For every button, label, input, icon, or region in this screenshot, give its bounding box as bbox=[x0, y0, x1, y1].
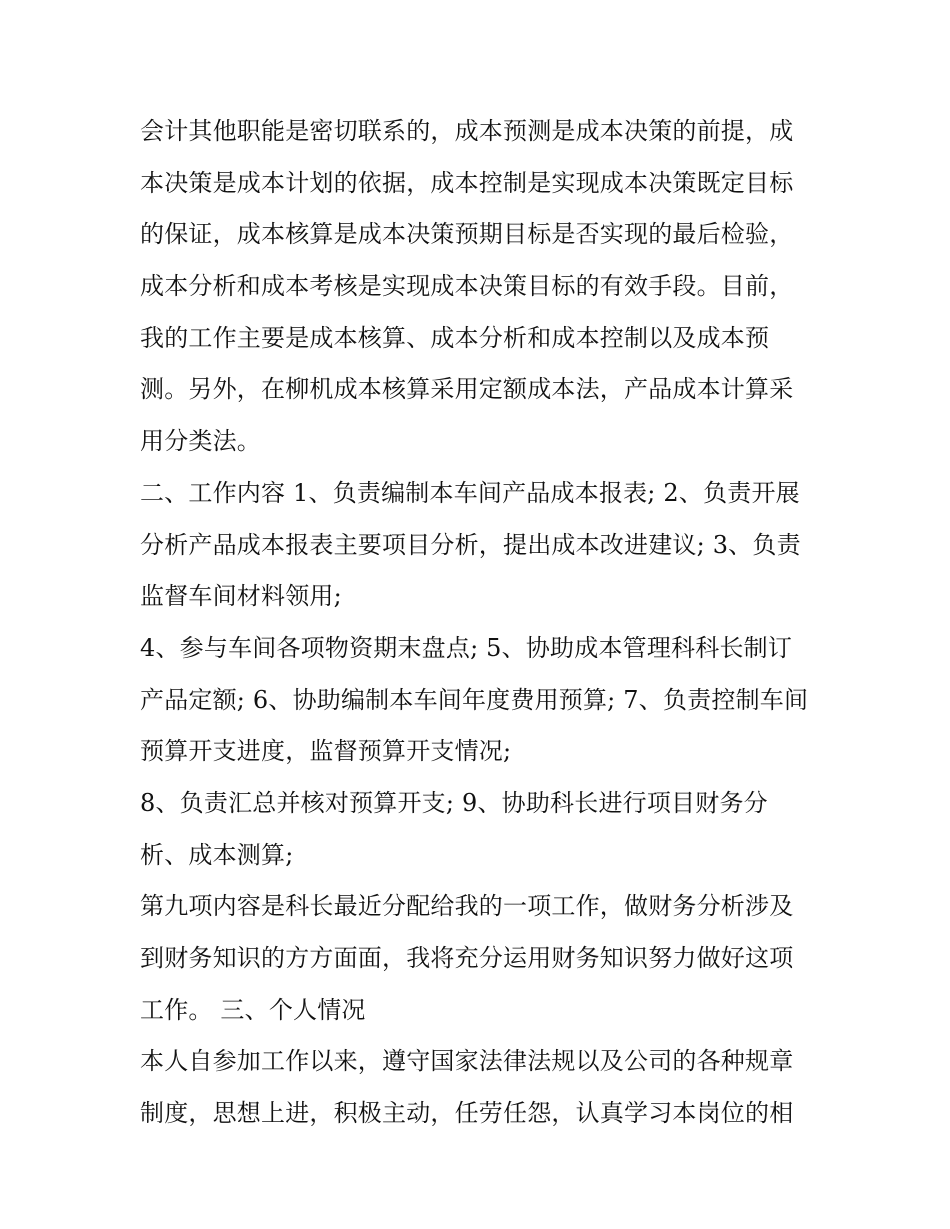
text-line: 本人自参加工作以来，遵守国家法律法规以及公司的各种规章 bbox=[140, 1047, 794, 1076]
text-line: 产品定额; 6、协助编制本车间年度费用预算; 7、负责控制车间 bbox=[140, 685, 809, 714]
text-line: 4、参与车间各项物资期末盘点; 5、协助成本管理科科长制订 bbox=[140, 633, 793, 662]
text-line: 预算开支进度，监督预算开支情况; bbox=[140, 737, 512, 766]
section-heading-line: 工作。 三、个人情况 bbox=[140, 995, 366, 1024]
text-line: 第九项内容是科长最近分配给我的一项工作，做财务分析涉及 bbox=[140, 892, 794, 921]
text-line: 测。另外，在柳机成本核算采用定额成本法，产品成本计算采 bbox=[140, 375, 794, 404]
text-line: 的保证，成本核算是成本决策预期目标是否实现的最后检验， bbox=[140, 220, 794, 249]
text-line: 我的工作主要是成本核算、成本分析和成本控制以及成本预 bbox=[140, 323, 770, 352]
text-line: 本决策是成本计划的依据，成本控制是实现成本决策既定目标 bbox=[140, 168, 794, 197]
text-line: 到财务知识的方方面面，我将充分运用财务知识努力做好这项 bbox=[140, 944, 794, 972]
section-heading-line: 二、工作内容 1、负责编制本车间产品成本报表; 2、负责开展 bbox=[140, 478, 800, 507]
text-line: 分析产品成本报表主要项目分析，提出成本改进建议; 3、负责 bbox=[140, 530, 801, 559]
text-line: 成本分析和成本考核是实现成本决策目标的有效手段。目前， bbox=[140, 272, 794, 301]
text-line: 会计其他职能是密切联系的，成本预测是成本决策的前提，成 bbox=[140, 117, 794, 145]
text-line: 用分类法。 bbox=[140, 427, 261, 456]
text-line: 析、成本测算; bbox=[140, 840, 294, 869]
text-line: 制度，思想上进，积极主动，任劳任怨，认真学习本岗位的相 bbox=[140, 1099, 794, 1128]
text-line: 监督车间材料领用; bbox=[140, 582, 342, 611]
text-line: 8、负责汇总并核对预算开支; 9、协助科长进行项目财务分 bbox=[140, 788, 768, 817]
body-text bbox=[140, 106, 820, 1140]
